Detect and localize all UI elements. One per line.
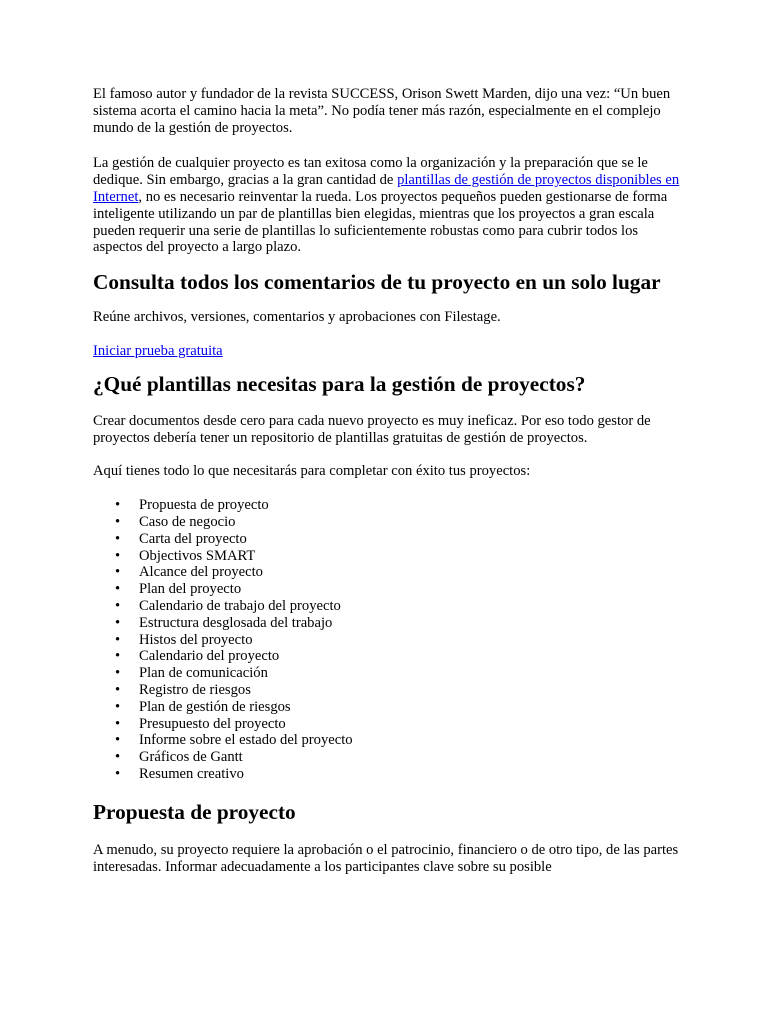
- promo-link-paragraph: [93, 343, 683, 360]
- list-item: • Caso de negocio: [93, 514, 683, 531]
- promo-text: Reúne archivos, versiones, comentarios y aprobaciones con Filestage.: [93, 309, 501, 326]
- document-content: [93, 86, 683, 875]
- list-item: • Informe sobre el estado del proyecto: [93, 732, 683, 749]
- templates-list: [93, 497, 683, 783]
- list-item: • Histos del proyecto: [93, 632, 683, 649]
- templates-paragraph-2: Aquí tienes todo lo que necesitarás para completar con éxito tus proyectos:: [93, 463, 531, 480]
- proposal-paragraph-1: A menudo, su proyecto requiere la aprobación o el patrocinio, financiero o de otro tipo, de las partes interesadas. Informar adecuadamente a los participantes clave sobre su posible: [93, 841, 679, 875]
- list-item: • Calendario de trabajo del proyecto: [93, 598, 683, 615]
- proposal-heading: Propuesta de proyecto: [93, 799, 296, 824]
- list-item: • Carta del proyecto: [93, 531, 683, 548]
- list-item: • Presupuesto del proyecto: [93, 716, 683, 733]
- intro-paragraph-2: [93, 155, 683, 256]
- intro-paragraph-1: El famoso autor y fundador de la revista SUCCESS, Orison Swett Marden, dijo una vez: “Un buen sistema acorta el camino hacia la meta”. No podía tener más razón, especialmente en el complejo mundo de la gestión de proyectos.: [93, 86, 671, 136]
- list-item: • Plan de comunicación: [93, 665, 683, 682]
- list-item: • Plan de gestión de riesgos: [93, 699, 683, 716]
- free-trial-link[interactable]: Iniciar prueba gratuita: [93, 342, 223, 359]
- list-item: • Objectivos SMART: [93, 548, 683, 565]
- templates-heading: ¿Qué plantillas necesitas para la gestión de proyectos?: [93, 371, 586, 396]
- intro-paragraph-2-text-start: La gestión de cualquier proyecto es tan exitosa como la organización y la preparación que se le dedique. Sin embargo, gracias a la gran cantidad de: [93, 155, 648, 189]
- templates-link[interactable]: plantillas de gestión de proyectos disponibles en Internet: [93, 172, 680, 205]
- list-item: • Estructura desglosada del trabajo: [93, 615, 683, 632]
- intro-paragraph-2-text-end: , no es necesario reinventar la rueda. Los proyectos pequeños pueden gestionarse de forma inteligente utilizando un par de plantillas bien elegidas, mientras que los proyectos a gran escala pueden requerir una serie de plantillas lo suficientemente robustas como para cubrir todos los aspectos del proyecto a largo plazo.: [93, 188, 668, 256]
- list-item: • Resumen creativo: [93, 766, 683, 783]
- list-item: • Plan del proyecto: [93, 581, 683, 598]
- list-item: • Calendario del proyecto: [93, 648, 683, 665]
- list-item: • Propuesta de proyecto: [93, 497, 683, 514]
- list-item: • Gráficos de Gantt: [93, 749, 683, 766]
- templates-paragraph-1: Crear documentos desde cero para cada nuevo proyecto es muy ineficaz. Por eso todo gestor de proyectos debería tener un repositorio de plantillas gratuitas de gestión de proyectos.: [93, 412, 651, 446]
- list-item: • Registro de riesgos: [93, 682, 683, 699]
- list-item: • Alcance del proyecto: [93, 564, 683, 581]
- promo-heading: Consulta todos los comentarios de tu proyecto en un solo lugar: [93, 270, 661, 295]
